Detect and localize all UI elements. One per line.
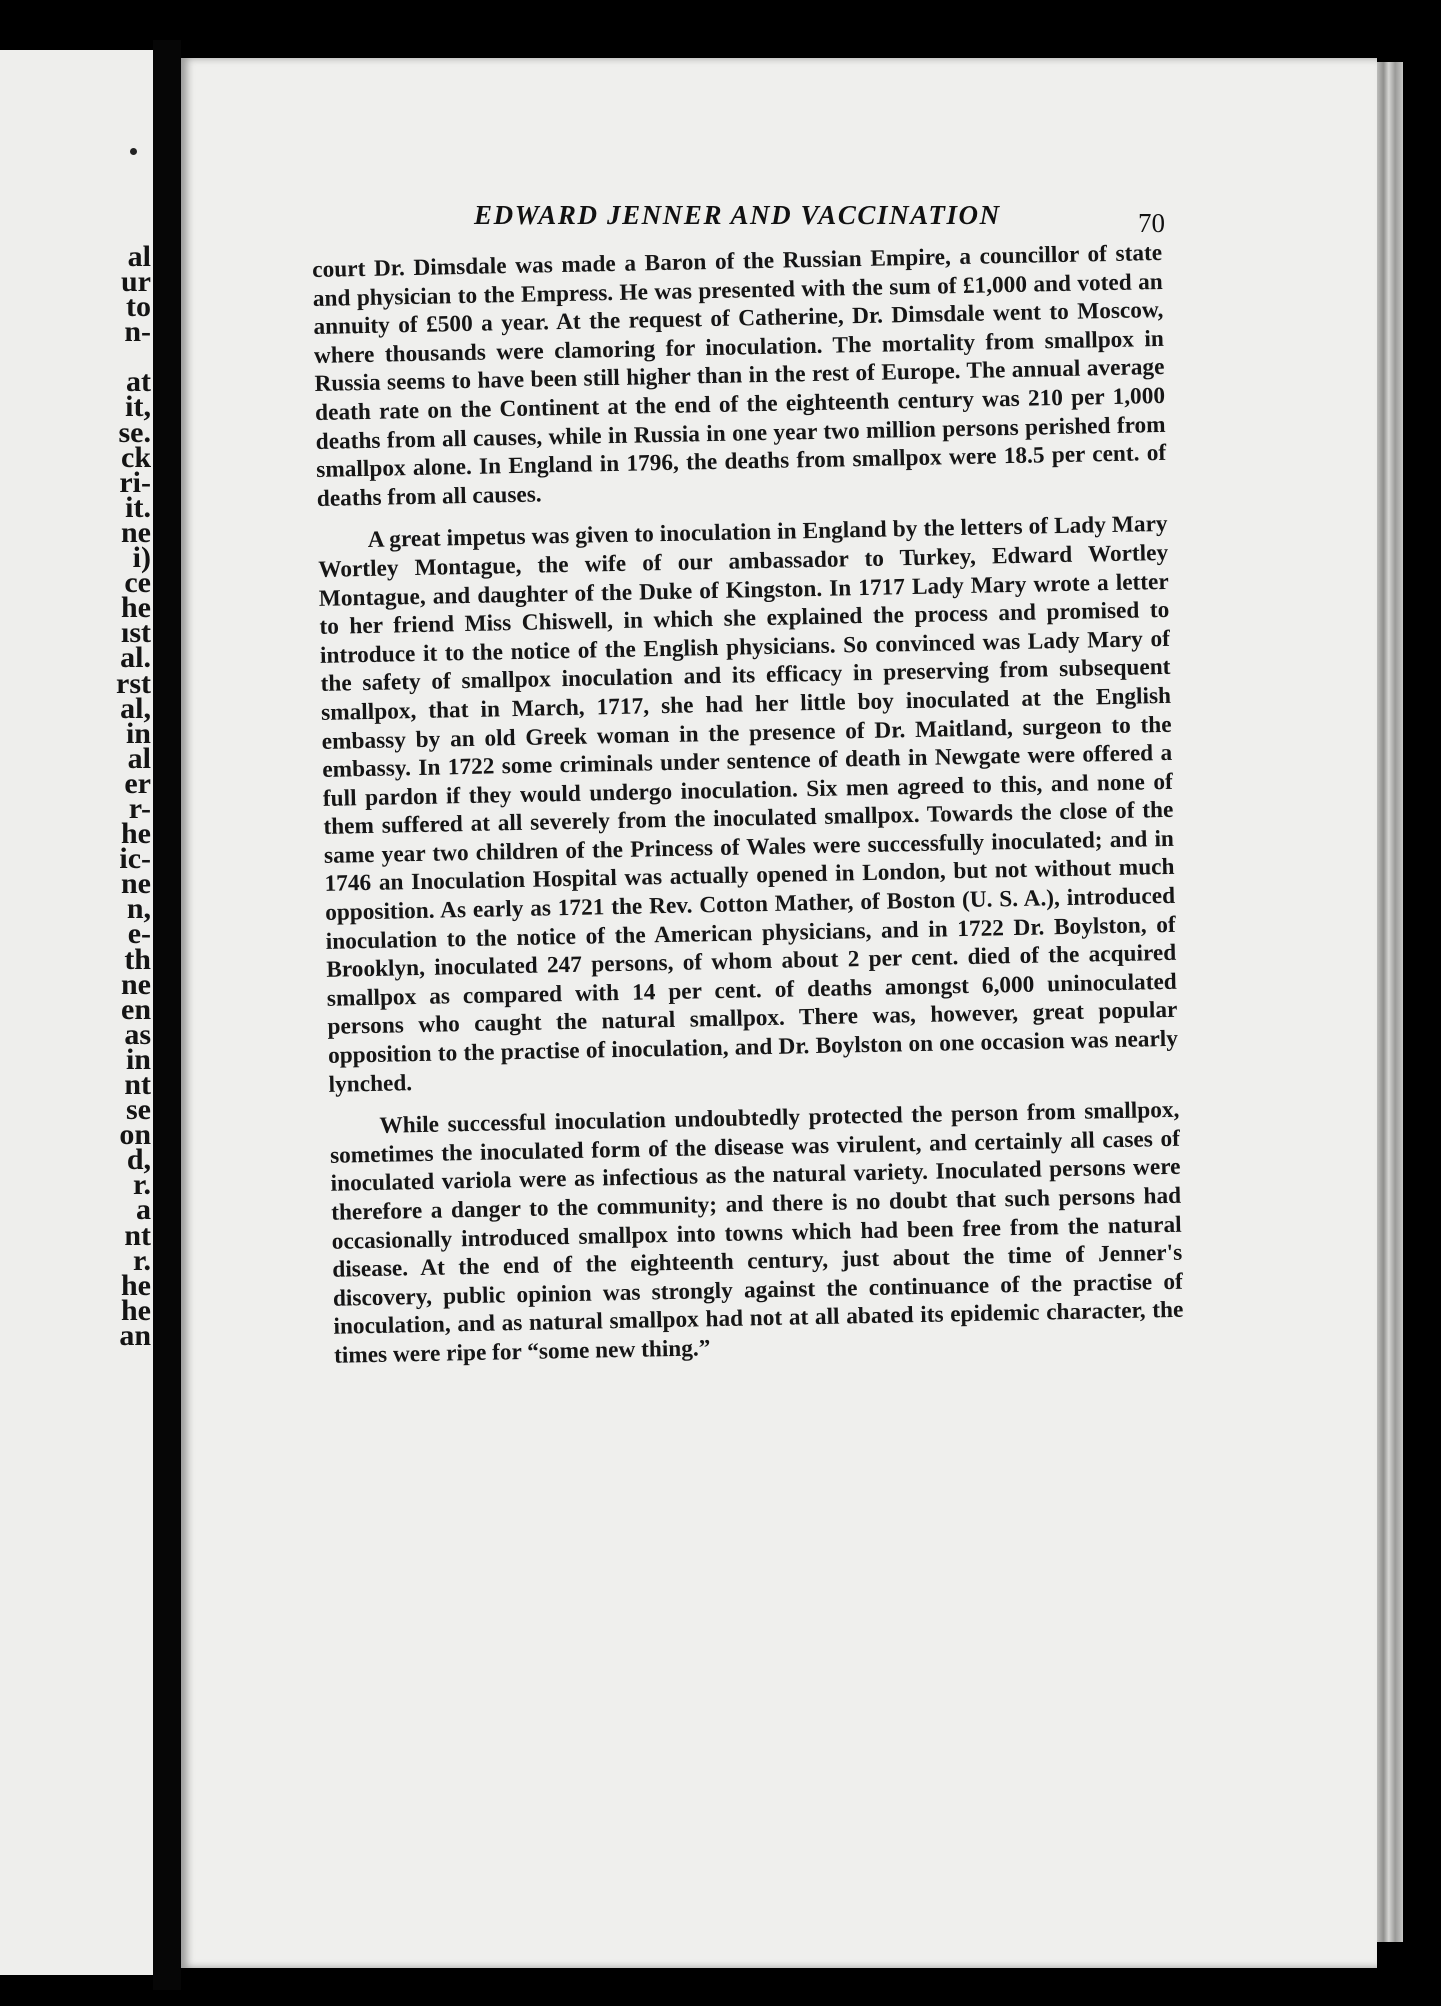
ink-speck xyxy=(130,148,137,155)
left-fragment-line: as xyxy=(124,1017,151,1051)
left-page-text-fragments xyxy=(116,240,151,1352)
left-page-fragment xyxy=(0,50,153,1975)
paragraph: While successful inoculation undoubtedly protected the person from smallpox, sometimes the inoculated form of the disease was virulent, and certainly all cases of inoculated variola were as infectious as the natural variety. Inoculated persons were therefore a danger to the community; and there is no doubt that such persons had occasionally introduced smallpox into towns which had been free from the natural disease. At the end of the eighteenth century, just about the time of Jenner's discovery, public opinion was strongly against the continuance of the practise of inoculation, and as natural smallpox had not at all abated its epidemic character, the times were ripe for “some new thing.” xyxy=(329,1096,1184,1369)
left-fragment-line: er xyxy=(124,766,151,800)
left-fragment-line: ck xyxy=(121,440,151,474)
left-fragment-line: ri- xyxy=(119,465,151,499)
body-text xyxy=(312,239,1184,1384)
left-fragment-line: ıst xyxy=(121,616,151,650)
left-fragment-line: al xyxy=(127,741,151,775)
left-fragment-line: he xyxy=(121,1268,151,1302)
left-fragment-line: on xyxy=(119,1118,151,1152)
left-fragment-line: n- xyxy=(124,315,151,349)
left-fragment-line: at xyxy=(126,365,151,399)
page-number: 70 xyxy=(1138,208,1165,238)
left-fragment-line: an xyxy=(119,1318,151,1352)
left-fragment-line: se. xyxy=(118,415,151,449)
left-fragment-line: rst xyxy=(116,666,151,700)
left-fragment-line: th xyxy=(124,942,151,976)
left-fragment-line: d, xyxy=(126,1143,151,1177)
left-fragment-line: i) xyxy=(132,541,151,575)
left-fragment-line: it. xyxy=(125,490,151,524)
paragraph: court Dr. Dimsdale was made a Baron of the Russian Empire, a councillor of state and physician to the Empress. He was presented with the sum of £1,000 and voted an annuity of £500 a year. At the request of Catherine, Dr. Dimsdale went to Moscow, where thousands were clamoring for inoculation. The mortality from smallpox in Russia seems to have been still higher than in the rest of Europe. The annual average death rate on the Continent at the end of the eighteenth century was 210 per 1,000 deaths from all causes, while in Russia in one year two million persons perished from smallpox alone. In England in 1796, the deaths from smallpox were 18.5 per cent. of deaths from all causes. xyxy=(312,239,1167,512)
left-fragment-line: al, xyxy=(120,691,151,725)
left-fragment-line: he xyxy=(121,1293,151,1327)
left-fragment-line: ne xyxy=(121,967,151,1001)
left-fragment-line: in xyxy=(125,1042,151,1076)
running-head: EDWARD JENNER AND VACCINATION xyxy=(474,200,1001,230)
left-fragment-line: r. xyxy=(132,1168,151,1202)
left-fragment-line: ur xyxy=(121,265,151,299)
left-fragment-line: to xyxy=(126,290,151,324)
left-fragment-line: he xyxy=(121,817,151,851)
left-fragment-line: ce xyxy=(124,566,151,600)
left-fragment-line: in xyxy=(125,716,151,750)
left-fragment-line: n, xyxy=(126,892,151,926)
left-fragment-line: r- xyxy=(128,791,151,825)
left-fragment-line: nt xyxy=(124,1068,151,1101)
left-fragment-line: nt xyxy=(124,1218,151,1252)
left-fragment-line: r. xyxy=(132,1243,151,1277)
left-fragment-line: al. xyxy=(120,641,151,675)
left-fragment-line: ne xyxy=(121,867,151,901)
page-edge-stack xyxy=(1377,62,1403,1942)
left-fragment-line: en xyxy=(121,992,151,1026)
left-fragment-line: ne xyxy=(121,515,151,549)
left-fragment-line: a xyxy=(136,1193,151,1227)
left-fragment-line: e- xyxy=(127,917,151,951)
left-fragment-line: he xyxy=(121,591,151,625)
left-fragment-line: it, xyxy=(125,390,151,424)
book-gutter xyxy=(153,40,181,1990)
left-fragment-line: se xyxy=(126,1093,151,1127)
left-fragment-line: ic- xyxy=(119,842,151,876)
paragraph: A great impetus was given to inoculation in England by the letters of Lady Mary Wortley Montague, the wife of our ambassador to Turkey, Edward Wortley Montague, and daughter of the Duke of Kingston. In 1717 Lady Mary wrote a letter to her friend Miss Chiswell, in which she explained the process and promised to introduce it to the notice of the English physicians. So convinced was Lady Mary of the safety of smallpox inoculation and its efficacy in preserving from subsequent smallpox, that in March, 1717, she had her little boy inoculated at the English embassy by an old Greek woman in the presence of Dr. Maitland, surgeon to the embassy. In 1722 some criminals under sentence of death in Newgate were offered a full pardon if they would undergo inoculation. Six men agreed to this, and none of them suffered at all severely from the inoculated smallpox. Towards the close of the same year two children of the Princess of Wales were successfully inoculated; and in 1746 an Inoculation Hospital was actually opened in London, but not without much opposition. As early as 1721 the Rev. Cotton Mather, of Boston (U. S. A.), introduced inoculation to the notice of the American physicians, and in 1722 Dr. Boylston, of Brooklyn, inoculated 247 persons, of whom about 2 per cent. died of the acquired smallpox as compared with 14 per cent. of deaths amongst 6,000 uninoculated persons who caught the natural smallpox. There was, however, great popular opposition to the practise of inoculation, and Dr. Boylston on one occasion was nearly lynched. xyxy=(318,511,1179,1098)
left-fragment-line: al xyxy=(127,240,151,273)
